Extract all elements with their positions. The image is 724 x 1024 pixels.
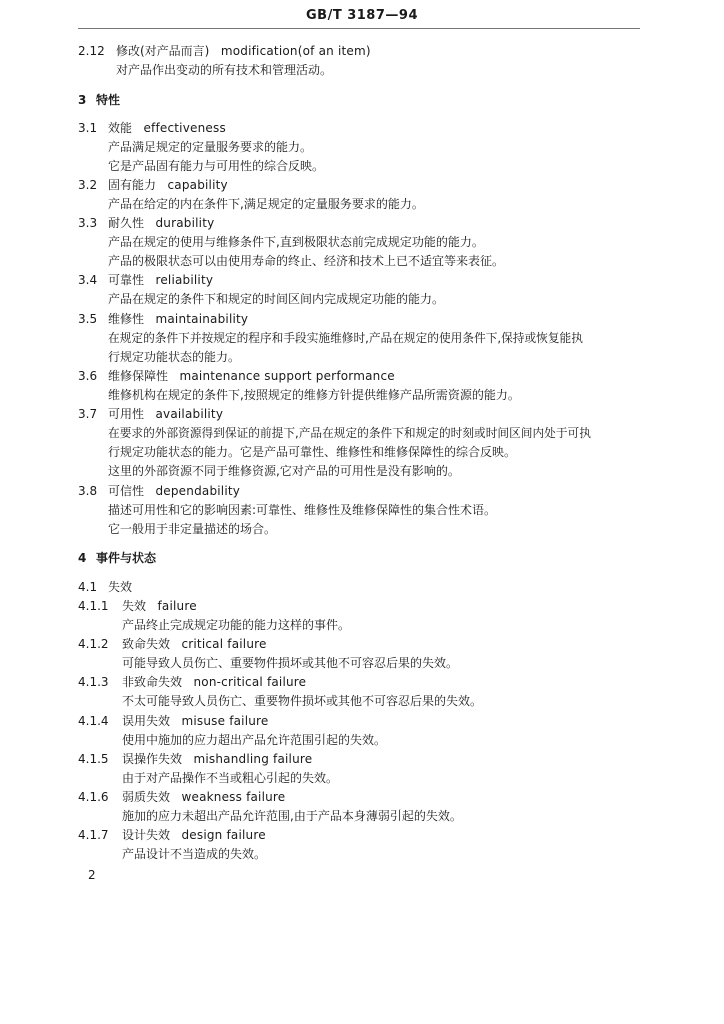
page-number: 2 [88, 868, 96, 882]
term-title: 弱质失效 weakness failure [122, 790, 286, 804]
clause-number: 3.5 [78, 312, 98, 326]
definition-line: 描述可用性和它的影响因素:可靠性、维修性及维修保障性的集合性术语。 [108, 503, 497, 517]
section-title: 事件与状态 [96, 551, 157, 565]
clause-number: 4.1.4 [78, 714, 109, 728]
clause-number: 3.7 [78, 407, 98, 421]
clause-number: 4.1.6 [78, 790, 109, 804]
term-title: 可信性 dependability [108, 484, 241, 498]
definition-line: 在规定的条件下并按规定的程序和手段实施维修时,产品在规定的使用条件下,保持或恢复能执 [108, 331, 583, 345]
definition-line: 由于对产品操作不当或粗心引起的失效。 [122, 771, 339, 785]
definition-line: 产品终止完成规定功能的能力这样的事件。 [122, 618, 351, 632]
clause-number: 3.2 [78, 178, 98, 192]
definition-line: 它一般用于非定量描述的场合。 [108, 522, 277, 536]
definition-line: 产品的极限状态可以由使用寿命的终止、经济和技术上已不适宜等来表征。 [108, 254, 505, 268]
term-title: 修改(对产品而言) modification(of an item) [116, 44, 371, 58]
clause-number: 3.6 [78, 369, 98, 383]
definition-line: 使用中施加的应力超出产品允许范围引起的失效。 [122, 733, 387, 747]
term-title: 可靠性 reliability [108, 273, 214, 287]
header-rule [78, 28, 640, 29]
definition-line: 在要求的外部资源得到保证的前提下,产品在规定的条件下和规定的时刻或时间区间内处于可执 [108, 426, 591, 440]
section-number: 3 [78, 93, 87, 107]
term-title: 误用失效 misuse failure [122, 714, 269, 728]
term-title: 非致命失效 non-critical failure [122, 675, 307, 689]
term-title: 可用性 availability [108, 407, 224, 421]
definition-line: 可能导致人员伤亡、重要物件损坏或其他不可容忍后果的失效。 [122, 656, 459, 670]
term-title: 耐久性 durability [108, 216, 215, 230]
definition-line: 产品在规定的条件下和规定的时间区间内完成规定功能的能力。 [108, 292, 445, 306]
definition-line: 不太可能导致人员伤亡、重要物件损坏或其他不可容忍后果的失效。 [122, 694, 483, 708]
term-title: 固有能力 capability [108, 178, 228, 192]
clause-number: 3.3 [78, 216, 98, 230]
term-title: 失效 failure [122, 599, 197, 613]
definition-line: 产品在规定的使用与维修条件下,直到极限状态前完成规定功能的能力。 [108, 235, 484, 249]
definition-line: 行规定功能状态的能力。它是产品可靠性、维修性和维修保障性的综合反映。 [108, 445, 517, 459]
definition-line: 产品在给定的内在条件下,满足规定的定量服务要求的能力。 [108, 197, 424, 211]
definition-line: 产品设计不当造成的失效。 [122, 847, 267, 861]
definition-line: 对产品作出变动的所有技术和管理活动。 [116, 63, 333, 77]
term-title: 致命失效 critical failure [122, 637, 267, 651]
clause-number: 2.12 [78, 44, 105, 58]
definition-line: 施加的应力未超出产品允许范围,由于产品本身薄弱引起的失效。 [122, 809, 462, 823]
term-title: 误操作失效 mishandling failure [122, 752, 313, 766]
term-title: 失效 [108, 580, 133, 594]
clause-number: 3.1 [78, 121, 98, 135]
clause-number: 4.1.5 [78, 752, 109, 766]
definition-line: 行规定功能状态的能力。 [108, 350, 241, 364]
clause-number: 4.1.3 [78, 675, 109, 689]
clause-number: 3.8 [78, 484, 98, 498]
clause-number: 4.1 [78, 580, 98, 594]
definition-line: 它是产品固有能力与可用性的综合反映。 [108, 159, 325, 173]
section-number: 4 [78, 551, 87, 565]
term-title: 维修性 maintainability [108, 312, 249, 326]
term-title: 维修保障性 maintenance support performance [108, 369, 395, 383]
definition-line: 维修机构在规定的条件下,按照规定的维修方针提供维修产品所需资源的能力。 [108, 388, 520, 402]
definition-line: 这里的外部资源不同于维修资源,它对产品的可用性是没有影响的。 [108, 464, 460, 478]
clause-number: 4.1.2 [78, 637, 109, 651]
page-header: GB/T 3187—94 [306, 8, 418, 23]
term-title: 效能 effectiveness [108, 121, 226, 135]
section-title: 特性 [96, 93, 121, 107]
definition-line: 产品满足规定的定量服务要求的能力。 [108, 140, 313, 154]
term-title: 设计失效 design failure [122, 828, 266, 842]
clause-number: 3.4 [78, 273, 98, 287]
clause-number: 4.1.7 [78, 828, 109, 842]
clause-number: 4.1.1 [78, 599, 109, 613]
